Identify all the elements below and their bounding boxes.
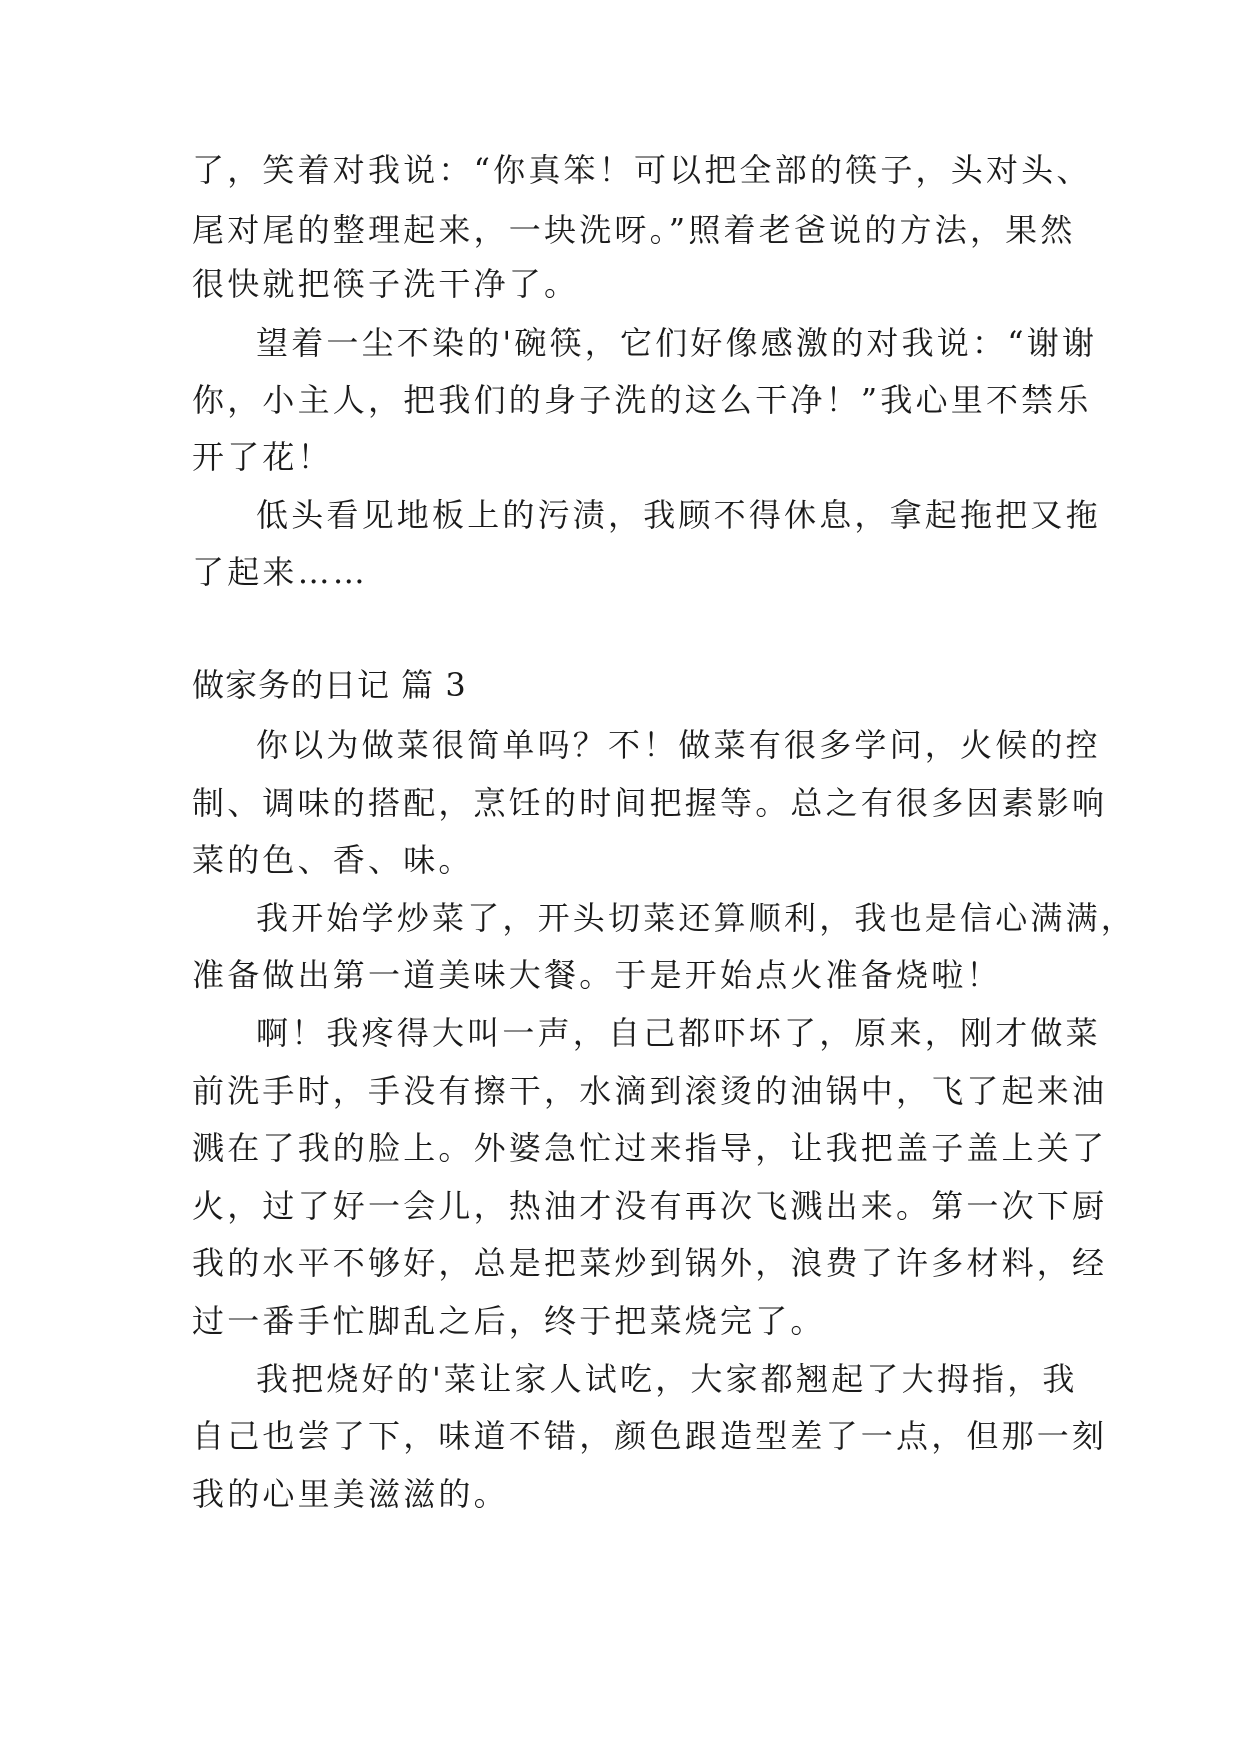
text-line: 啊！我疼得大叫一声，自己都吓坏了，原来，刚才做菜 — [256, 1014, 1101, 1052]
text-line: 制、调味的搭配，烹饪的时间把握等。总之有很多因素影响 — [192, 784, 1108, 822]
text-line: 准备做出第一道美味大餐。于是开始点火准备烧啦！ — [192, 956, 1002, 994]
text-line: 我的心里美滋滋的。 — [192, 1475, 509, 1513]
text-line: 我的水平不够好，总是把菜炒到锅外，浪费了许多材料，经 — [192, 1244, 1108, 1282]
text-line: 我开始学炒菜了，开头切菜还算顺利，我也是信心满满， — [256, 899, 1137, 937]
text-line: 溅在了我的脸上。外婆急忙过来指导，让我把盖子盖上关了 — [192, 1129, 1108, 1167]
section-heading: 做家务的日记 篇 3 — [192, 666, 467, 704]
text-line: 尾对尾的整理起来，一块洗呀。”照着老爸说的方法，果然 — [192, 211, 1076, 249]
text-line: 菜的色、香、味。 — [192, 841, 474, 879]
text-line: 你以为做菜很简单吗？不！做菜有很多学问，火候的控 — [256, 726, 1101, 764]
text-line: 很快就把筷子洗干净了。 — [192, 265, 580, 303]
text-line: 开了花！ — [192, 438, 333, 476]
text-line: 火，过了好一会儿，热油才没有再次飞溅出来。第一次下厨 — [192, 1187, 1108, 1225]
text-line: 自己也尝了下，味道不错，颜色跟造型差了一点，但那一刻 — [192, 1417, 1108, 1455]
text-line: 望着一尘不染的'碗筷，它们好像感激的对我说：“谢谢 — [256, 324, 1098, 362]
text-line: 前洗手时，手没有擦干，水滴到滚烫的油锅中，飞了起来油 — [192, 1072, 1108, 1110]
text-line: 了起来…… — [192, 553, 369, 591]
text-line: 你，小主人，把我们的身子洗的这么干净！”我心里不禁乐 — [192, 381, 1092, 419]
text-line: 我把烧好的'菜让家人试吃，大家都翘起了大拇指，我 — [256, 1360, 1078, 1398]
text-line: 了，笑着对我说：“你真笨！可以把全部的筷子，头对头、 — [192, 151, 1092, 189]
text-line: 过一番手忙脚乱之后，终于把菜烧完了。 — [192, 1302, 826, 1340]
text-line: 低头看见地板上的污渍，我顾不得休息，拿起拖把又拖 — [256, 496, 1101, 534]
